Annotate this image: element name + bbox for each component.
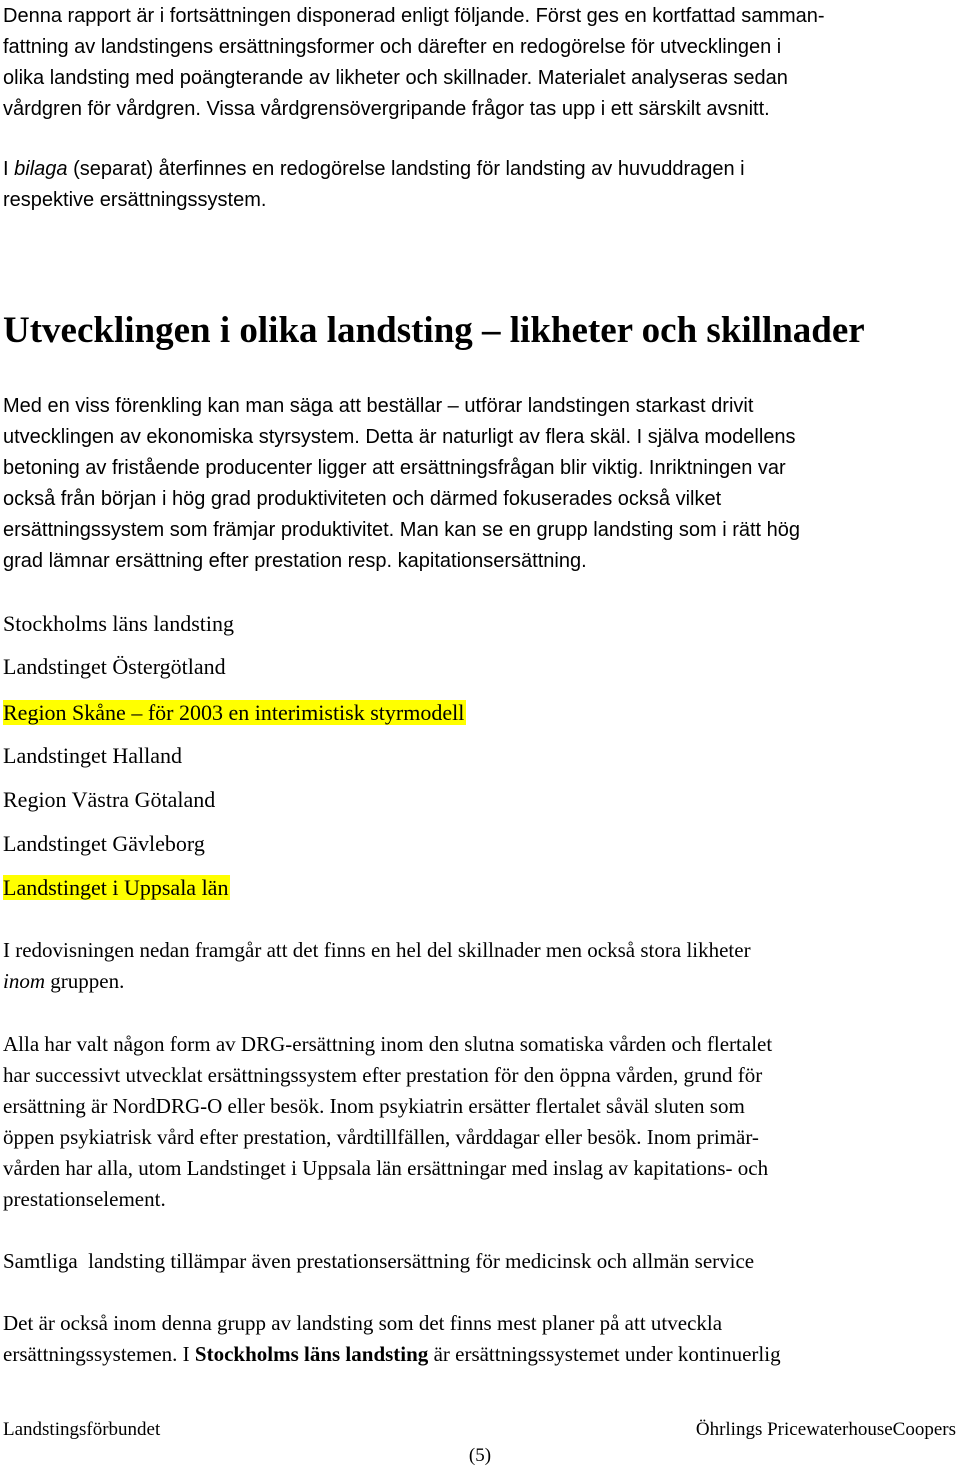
redovisning-line: I redovisningen nedan framgår att det finns en hel del skillnader men också stora likheter bbox=[3, 938, 751, 962]
bilaga-emphasis: bilaga bbox=[14, 158, 68, 180]
landsting-label: Stockholms läns landsting bbox=[3, 611, 234, 636]
landsting-label: Region Skåne – för 2003 en interimistisk styrmodell bbox=[3, 700, 465, 725]
intro-line: Denna rapport är i fortsättningen disponerad enligt följande. Först ges en kortfattad samman- bbox=[3, 5, 825, 27]
bilaga-line: respektive ersättningssystem. bbox=[3, 189, 267, 211]
landsting-label: Landstinget i Uppsala län bbox=[3, 875, 229, 900]
planer-bold: Stockholms läns landsting bbox=[194, 1342, 429, 1366]
landsting-label: Region Västra Götaland bbox=[3, 787, 216, 812]
section-line: också från början i hög grad produktiviteten och därmed fokuserades också vilket bbox=[3, 488, 722, 510]
footer-right: Öhrlings PricewaterhouseCoopers bbox=[695, 1419, 956, 1440]
planer-line: Det är också inom denna grupp av landsting som det finns mest planer på att utveckla bbox=[3, 1311, 723, 1335]
section-line: Med en viss förenkling kan man säga att beställar – utförar landstingen starkast drivit bbox=[3, 395, 754, 417]
landsting-list-item-highlighted bbox=[3, 699, 466, 727]
landsting-list-item bbox=[3, 786, 215, 814]
section-paragraph bbox=[3, 391, 955, 577]
landsting-list-item bbox=[3, 830, 205, 858]
bilaga-pre: I bbox=[3, 158, 15, 180]
intro-line: vårdgren för vårdgren. Vissa vårdgrensövergripande frågor tas upp i ett särskilt avsnitt. bbox=[3, 98, 770, 120]
bilaga-line bbox=[3, 154, 955, 185]
drg-line: ersättning är NordDRG-O eller besök. Inom psykiatrin ersätter flertalet såväl sluten som bbox=[3, 1094, 745, 1118]
drg-line: prestationselement. bbox=[3, 1187, 166, 1211]
intro-paragraph bbox=[3, 1, 955, 125]
drg-line: Alla har valt någon form av DRG-ersättning inom den slutna somatiska vården och flertalet bbox=[3, 1032, 773, 1056]
redovisning-emphasis: inom bbox=[3, 969, 45, 993]
bilaga-rest: (separat) återfinnes en redogörelse landsting för landsting av huvuddragen i bbox=[67, 158, 745, 180]
planer-line bbox=[3, 1339, 955, 1370]
planer-paragraph bbox=[3, 1308, 955, 1370]
landsting-list-item bbox=[3, 610, 234, 638]
page-number: (5) bbox=[468, 1445, 492, 1466]
landsting-list-item-highlighted bbox=[3, 874, 230, 902]
drg-paragraph bbox=[3, 1029, 955, 1215]
bilaga-paragraph bbox=[3, 154, 955, 216]
landsting-list-item bbox=[3, 742, 182, 770]
section-heading: Utvecklingen i olika landsting – likheter och skillnader bbox=[3, 310, 865, 351]
redovisning-line bbox=[3, 966, 955, 997]
landsting-label: Landstinget Östergötland bbox=[3, 654, 226, 679]
samtliga-line: Samtliga landsting tillämpar även prestationsersättning för medicinsk och allmän service bbox=[3, 1249, 755, 1273]
redovisning-rest: gruppen. bbox=[45, 969, 125, 993]
landsting-list-item bbox=[3, 653, 226, 681]
planer-post: är ersättningssystemet under kontinuerlig bbox=[428, 1342, 781, 1366]
landsting-label: Landstinget Gävleborg bbox=[3, 831, 205, 856]
section-line: ersättningssystem som främjar produktivitet. Man kan se en grupp landsting som i rätt hög bbox=[3, 519, 801, 541]
drg-line: vården har alla, utom Landstinget i Uppsala län ersättningar med inslag av kapitations- och bbox=[3, 1156, 769, 1180]
samtliga-paragraph bbox=[3, 1246, 955, 1277]
footer-left: Landstingsförbundet bbox=[3, 1419, 161, 1440]
drg-line: öppen psykiatrisk vård efter prestation, vårdtillfällen, vårddagar eller besök. Inom primär- bbox=[3, 1125, 759, 1149]
landsting-label: Landstinget Halland bbox=[3, 743, 183, 768]
intro-line: fattning av landstingens ersättningsformer och därefter en redogörelse för utvecklingen i bbox=[3, 36, 782, 58]
section-line: utvecklingen av ekonomiska styrsystem. Detta är naturligt av flera skäl. I själva modellens bbox=[3, 426, 796, 448]
redovisning-paragraph bbox=[3, 935, 955, 997]
section-line: grad lämnar ersättning efter prestation resp. kapitationsersättning. bbox=[3, 550, 587, 572]
drg-line: har successivt utvecklat ersättningssystem efter prestation för den öppna vården, grund för bbox=[3, 1063, 763, 1087]
section-line: betoning av fristående producenter ligger att ersättningsfrågan blir viktig. Inriktningen var bbox=[3, 457, 786, 479]
intro-line: olika landsting med poängterande av likheter och skillnader. Materialet analyseras sedan bbox=[3, 67, 788, 89]
planer-pre: ersättningssystemen. I bbox=[3, 1342, 195, 1366]
